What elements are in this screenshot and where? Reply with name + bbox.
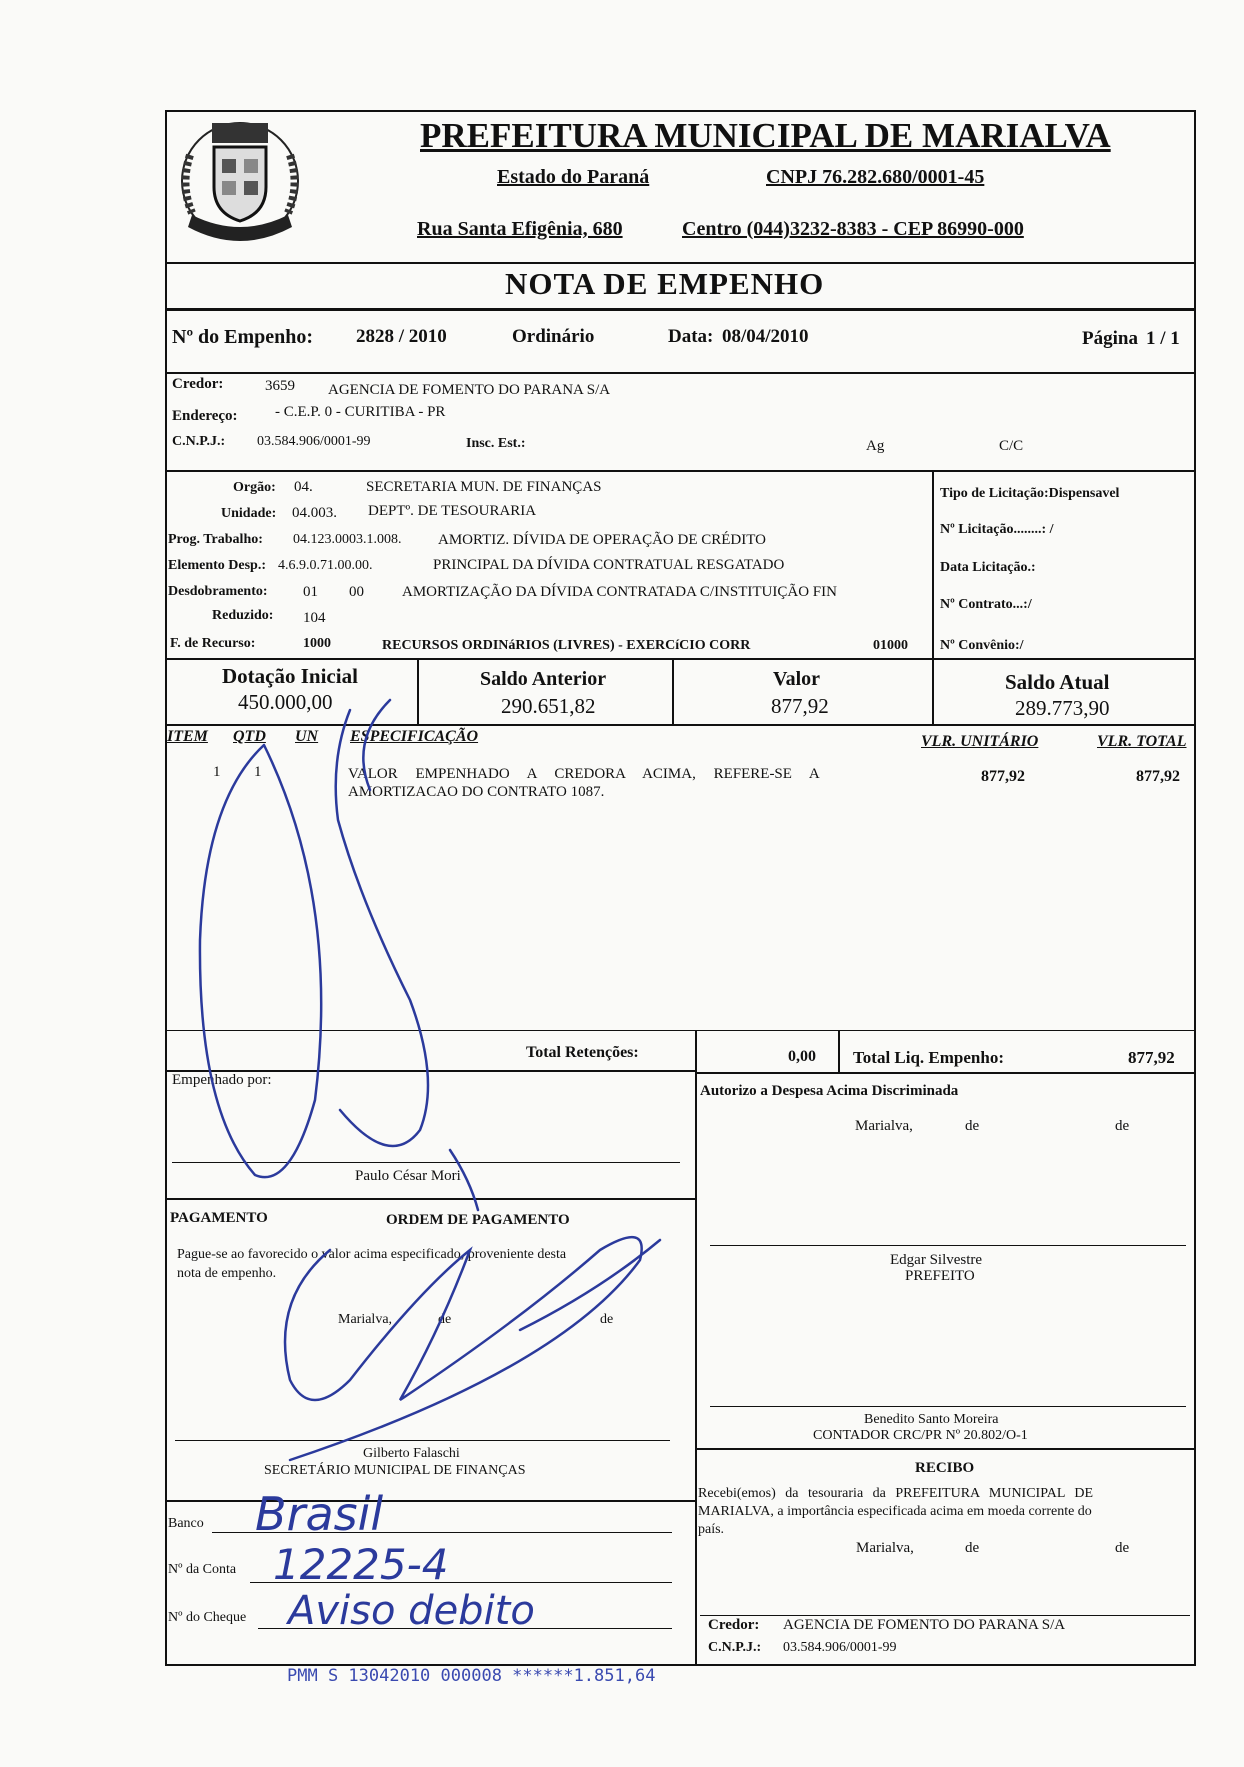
- saldo-anterior-value: 290.651,82: [501, 694, 596, 718]
- orgao-label: Orgão:: [233, 480, 276, 495]
- unidade-desc: DEPTº. DE TESOURARIA: [368, 503, 537, 519]
- prog-code: 04.123.0003.1.008.: [293, 532, 402, 547]
- prefeitura-title: PREFEITURA MUNICIPAL DE MARIALVA: [420, 116, 1111, 155]
- col-un: UN: [295, 728, 319, 745]
- ordem-pagamento: ORDEM DE PAGAMENTO: [386, 1212, 570, 1228]
- prog-desc: AMORTIZ. DÍVIDA DE OPERAÇÃO DE CRÉDITO: [438, 532, 766, 548]
- dotacao-value: 450.000,00: [238, 690, 333, 714]
- row-item: 1: [213, 764, 221, 780]
- cnpj-label: C.N.P.J.:: [172, 434, 226, 449]
- elemento-label: Elemento Desp.:: [168, 558, 266, 573]
- fonte-code2: 01000: [873, 638, 908, 653]
- col-vlr-total: VLR. TOTAL: [1097, 733, 1187, 750]
- secretario-role: SECRETÁRIO MUNICIPAL DE FINANÇAS: [264, 1463, 526, 1478]
- pagamento-text-line2: nota de empenho.: [177, 1266, 277, 1281]
- empenho-type: Ordinário: [512, 326, 595, 347]
- state-label: Estado do Paraná: [497, 166, 650, 188]
- pagamento-label: PAGAMENTO: [170, 1210, 268, 1226]
- retencoes-label: Total Retenções:: [526, 1044, 639, 1061]
- machine-stamp: PMM S 13042010 000008 ******1.851,64: [287, 1666, 656, 1686]
- desdobramento-code2: 00: [349, 584, 364, 600]
- banco-label: Banco: [168, 1516, 204, 1531]
- recibo-de1: de: [965, 1540, 980, 1556]
- district-phone: Centro (044)3232-8383 - CEP 86990-000: [682, 218, 1024, 240]
- fonte-desc: RECURSOS ORDINáRIOS (LIVRES) - EXERCíCIO CORR: [382, 638, 751, 653]
- street-address: Rua Santa Efigênia, 680: [417, 218, 623, 240]
- recibo-text-line3: país.: [698, 1522, 725, 1537]
- liq-empenho-value: 877,92: [1128, 1048, 1175, 1067]
- handwritten-cheque: Aviso debito: [288, 1588, 535, 1634]
- handwritten-conta: 12225-4: [273, 1540, 449, 1589]
- unidade-label: Unidade:: [221, 506, 277, 521]
- desdobramento-desc: AMORTIZAÇÃO DA DÍVIDA CONTRATADA C/INSTITUIÇÃO FIN: [402, 584, 837, 600]
- liq-empenho-label: Total Liq. Empenho:: [853, 1048, 1004, 1067]
- recibo-credor-label: Credor:: [708, 1617, 760, 1633]
- page-label: Página: [1082, 328, 1138, 349]
- recibo-text-line2: MARIALVA, a importância especificada acima em moeda corrente do: [698, 1504, 1092, 1519]
- contador-role: CONTADOR CRC/PR Nº 20.802/O-1: [813, 1428, 1028, 1443]
- prog-label: Prog. Trabalho:: [168, 532, 263, 547]
- conta-label: Nº da Conta: [168, 1562, 237, 1577]
- autorizo-city: Marialva,: [855, 1118, 913, 1134]
- contador-name: Benedito Santo Moreira: [864, 1412, 999, 1427]
- row-unit-value: 877,92: [981, 768, 1025, 785]
- licitacao-tipo: Tipo de Licitação:Dispensavel: [940, 486, 1120, 501]
- retencoes-value: 0,00: [788, 1048, 816, 1065]
- date-label: Data:: [668, 326, 714, 347]
- row-qtd: 1: [254, 764, 262, 780]
- insc-est-label: Insc. Est.:: [466, 436, 526, 451]
- desdobramento-code1: 01: [303, 584, 318, 600]
- col-item: ITEM: [167, 728, 208, 745]
- row-spec-line2: AMORTIZACAO DO CONTRATO 1087.: [348, 784, 605, 800]
- orgao-desc: SECRETARIA MUN. DE FINANÇAS: [366, 479, 602, 495]
- endereco-value: - C.E.P. 0 - CURITIBA - PR: [275, 404, 446, 420]
- pagamento-city: Marialva,: [338, 1312, 393, 1327]
- valor-label: Valor: [773, 668, 821, 690]
- autorizo-label: Autorizo a Despesa Acima Discriminada: [700, 1083, 959, 1099]
- desdobramento-label: Desdobramento:: [168, 584, 268, 599]
- credor-label: Credor:: [172, 376, 224, 392]
- reduzido-label: Reduzido:: [212, 608, 274, 623]
- unidade-code: 04.003.: [292, 505, 337, 521]
- col-qtd: QTD: [233, 728, 266, 745]
- saldo-atual-label: Saldo Atual: [1005, 670, 1110, 694]
- licitacao-numero: Nº Licitação........: /: [940, 522, 1054, 537]
- cnpj-header: CNPJ 76.282.680/0001-45: [766, 166, 985, 188]
- col-especificacao: ESPECIFICAÇÃO: [350, 728, 479, 745]
- pagamento-text-line1: Pague-se ao favorecido o valor acima especificado, proveniente desta: [177, 1247, 567, 1262]
- saldo-anterior-label: Saldo Anterior: [480, 668, 607, 690]
- orgao-code: 04.: [294, 479, 313, 495]
- recibo-credor-name: AGENCIA DE FOMENTO DO PARANA S/A: [783, 1617, 1066, 1633]
- saldo-atual-value: 289.773,90: [1015, 696, 1110, 720]
- prefeito-role: PREFEITO: [905, 1268, 975, 1284]
- autorizo-de2: de: [1115, 1118, 1130, 1134]
- fonte-code: 1000: [303, 636, 331, 651]
- empenho-number-label: Nº do Empenho:: [172, 326, 314, 348]
- valor-value: 877,92: [771, 694, 829, 718]
- col-vlr-unitario: VLR. UNITÁRIO: [921, 733, 1039, 750]
- recibo-label: RECIBO: [915, 1460, 975, 1476]
- reduzido-code: 104: [303, 610, 326, 626]
- licitacao-contrato: Nº Contrato...:/: [940, 597, 1032, 612]
- recibo-city: Marialva,: [856, 1540, 914, 1556]
- row-total-value: 877,92: [1136, 768, 1180, 785]
- elemento-desc: PRINCIPAL DA DÍVIDA CONTRATUAL RESGATADO: [433, 557, 785, 573]
- pagamento-de1: de: [438, 1312, 452, 1327]
- elemento-code: 4.6.9.0.71.00.00.: [278, 558, 373, 573]
- empenhado-label: Empenhado por:: [172, 1072, 272, 1088]
- pagamento-de2: de: [600, 1312, 614, 1327]
- recibo-de2: de: [1115, 1540, 1130, 1556]
- credor-code: 3659: [265, 378, 295, 394]
- licitacao-convenio: Nº Convênio:/: [940, 638, 1024, 653]
- endereco-label: Endereço:: [172, 408, 238, 424]
- autorizo-de1: de: [965, 1118, 980, 1134]
- secretario-name: Gilberto Falaschi: [363, 1446, 460, 1461]
- doc-title: NOTA DE EMPENHO: [505, 266, 825, 301]
- empenho-number: 2828 / 2010: [356, 326, 447, 347]
- row-spec-line1: VALOR EMPENHADO A CREDORA ACIMA, REFERE-SE A: [348, 766, 820, 782]
- cc-label: C/C: [999, 438, 1024, 454]
- cheque-label: Nº do Cheque: [168, 1610, 247, 1625]
- recibo-cnpj-value: 03.584.906/0001-99: [783, 1640, 897, 1655]
- ag-label: Ag: [866, 438, 885, 454]
- credor-name: AGENCIA DE FOMENTO DO PARANA S/A: [328, 382, 611, 398]
- prefeito-name: Edgar Silvestre: [890, 1252, 983, 1268]
- handwritten-banco: Brasil: [255, 1487, 384, 1541]
- fonte-label: F. de Recurso:: [170, 636, 256, 651]
- licitacao-data: Data Licitação.:: [940, 560, 1036, 575]
- date-value: 08/04/2010: [722, 326, 809, 347]
- cnpj-value: 03.584.906/0001-99: [257, 434, 371, 449]
- recibo-cnpj-label: C.N.P.J.:: [708, 1640, 762, 1655]
- empenhado-name: Paulo César Mori: [355, 1168, 461, 1184]
- recibo-text-line1: Recebi(emos) da tesouraria da PREFEITURA MUNICIPAL DE: [698, 1486, 1094, 1501]
- page-value: 1 / 1: [1146, 328, 1180, 349]
- dotacao-label: Dotação Inicial: [222, 664, 358, 688]
